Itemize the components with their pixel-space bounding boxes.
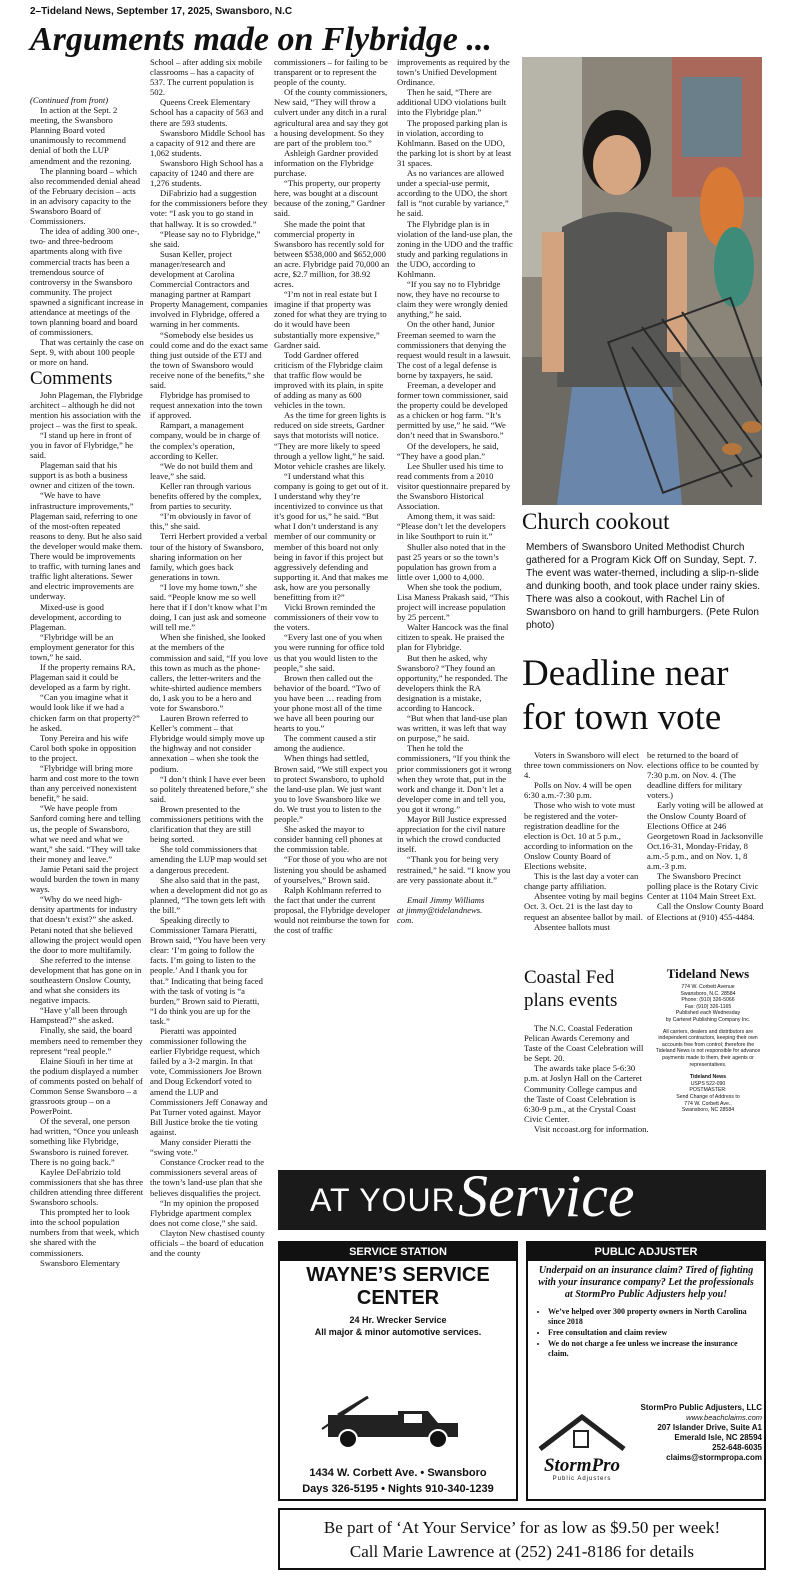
contact-line: StormPro Public Adjusters, LLC xyxy=(640,1403,762,1412)
paragraph: Jamie Petani said the project would burden the town in many ways. xyxy=(30,863,140,895)
paragraph: “Can you imagine what it would look like if we had a chicken farm on that property?” he asked. xyxy=(30,692,140,733)
paragraph: Of the developers, he said, “They have a good plan.” xyxy=(397,440,499,461)
deadline-headline: Deadline near for town vote xyxy=(522,653,729,738)
logo-text: StormPro xyxy=(543,1455,621,1476)
ad-address: 1434 W. Corbett Ave. • Swansboro xyxy=(309,1467,487,1479)
at-your-service-banner xyxy=(278,1163,766,1230)
paragraph: “We have to have infrastructure improvements,” Plageman said, referring to one of the most-often repeated reasons to deny. But he also said the developer would make them. There would be improvements to traffic, with turning lanes and traffic light alterations. Sewer and electric improvements are underway. xyxy=(30,490,143,602)
ad-phone: Days 326-5195 • Nights 910-340-1239 xyxy=(302,1483,494,1495)
ad-headline: Underpaid on an insurance claim? Tired of fighting with your insurance company? Let the professionals at StormPro Public Adjusters help you! xyxy=(538,1265,754,1300)
paragraph: Visit nccoast.org for information. xyxy=(534,1123,649,1134)
ad-category: SERVICE STATION xyxy=(280,1243,516,1261)
paragraph: This prompted her to look into the school population numbers from that week, which she shared with the commissioners. xyxy=(30,1207,140,1258)
paragraph: Pieratti was appointed commissioner following the earlier Flybridge request, which failed by a 3-2 margin. In that vote, Commissioners Joe Brown and Doug Eckendorf voted to amend the LUP and Commissioners Jeff Conaway and Pat Turner voted against. Mayor Bill Justice broke the tie voting against. xyxy=(150,1026,268,1137)
deadline-col-2 xyxy=(647,750,767,922)
masthead-title: Tideland News xyxy=(666,966,750,981)
masthead-box xyxy=(652,966,764,1114)
masthead-line: Swansboro, N.C. 28584 xyxy=(680,990,736,997)
paragraph: Call the Onslow County Board of Elections at (910) 455-4484. xyxy=(647,901,764,922)
paragraph: Of the county commissioners, New said, “They will throw a culvert under any ditch in a rural agricultural area and say they got a housing development. So they are part of the problem too.” xyxy=(274,87,389,148)
paragraph: She made the point that commercial property in Swansboro has recently sold for between $538,000 and $652,000 an acre. Flybridge paid 70,000 an acre, $2.7 million, for 38.92 acres. xyxy=(274,218,390,290)
masthead-line: Swansboro, NC 28584 xyxy=(681,1107,735,1114)
masthead-line: by Carteret Publishing Company Inc. xyxy=(665,1016,751,1023)
deadline-col-1 xyxy=(524,750,644,932)
masthead-line: Published each Wednesday xyxy=(675,1010,741,1017)
paragraph: Shuller also noted that in the past 25 years or so the town’s population has grown from a little over 1,000 to 4,000. xyxy=(397,541,506,582)
paragraph: The awards take place 5-6:30 p.m. at Joslyn Hall on the Carteret Community College campus and the Taste of Coast Celebration is 6:30-9 p.m., at the Crystal Coast Civic Center. xyxy=(524,1063,642,1124)
ad-waynes-service-center[interactable] xyxy=(278,1241,518,1501)
paragraph: Tony Pereira and his wife Carol both spoke in opposition to the project. xyxy=(30,732,136,763)
paragraph: School – after adding six mobile classrooms – has a capacity of 537. The current population is 502. xyxy=(150,57,262,98)
ad-bullet: • We’ve helped over 300 property owners in North Carolina since 2018 xyxy=(548,1307,756,1327)
ad-business-name: WAYNE’S SERVICE CENTER xyxy=(306,1264,490,1309)
paragraph: Clayton New chastised county officials – the board of education and the county xyxy=(150,1227,265,1259)
paragraph: “Flybridge will bring more harm and cost more to the town than any perceived nonexistent benefit,” he said. xyxy=(30,763,139,804)
masthead-line: Tideland News xyxy=(689,1074,727,1081)
paragraph: Ashleigh Gardner provided information on the Flybridge purchase. xyxy=(274,147,379,179)
paragraph: Swansboro Elementary xyxy=(40,1257,120,1268)
paragraph: “Have y’all been through Hampstead?” she asked. xyxy=(30,1005,128,1026)
cookout-photo xyxy=(522,57,762,505)
paragraph: Early voting will be allowed at the Onslow County Board of Elections Office at 246 Georgetown Road in Jacksonville Oct.16-31, Monday-Friday, 8 a.m.-5 p.m., and on Nov. 1, 8 a.m.-3 p.m. xyxy=(647,800,764,872)
paragraph: The comment caused a stir among the audience. xyxy=(274,733,377,754)
paragraph: “Flybridge will be an employment generator for this town,” he said. xyxy=(30,631,135,662)
paragraph: Then he told the commissioners, “If you think the prior commissioners got it wrong when they wrote that, put in the work and change it. Don’t let a developer come in and tell you, you got it wrong.” xyxy=(397,743,512,814)
paragraph: “Every last one of you when you were running for office told us that you would listen to the people,” she said. xyxy=(274,632,385,673)
paragraph: In action at the Sept. 2 meeting, the Swansboro Planning Board voted unanimously to recommend denial of both the LUP amendment and the rezoning. xyxy=(30,105,132,166)
email-line: Email Jimmy Williams xyxy=(407,894,485,905)
contact-phone: 252-648-6035 xyxy=(712,1443,762,1452)
coastal-col xyxy=(524,1023,649,1134)
paragraph: “This property, our property here, was bought at a discount because of the zoning,” Gardner said. xyxy=(274,178,385,219)
paragraph: Among them, it was said: “Please don’t let the developers in like Southport to ruin it.” xyxy=(397,511,506,542)
paragraph: “Somebody else besides us could come and do the exact same thing just outside of the ETJ and the town of Swansboro would receive none of the benefits,” she said. xyxy=(150,329,268,390)
paragraph: The Swansboro Precinct polling place is the Rotary Civic Center at 1104 Main Street Ext. xyxy=(647,871,759,902)
article-col-3 xyxy=(274,57,390,935)
paragraph: As the time for green lights is reduced on side streets, Gardner says that motorists will notice. “They are more likely to speed through a yellow light,” he said. Motor vehicle crashes are likely. xyxy=(274,410,387,471)
paragraph: “But when that land-use plan was written, it was left that way on purpose,” he said. xyxy=(397,713,508,744)
paragraph: But then he asked, why Swansboro? “They found an opportunity,” he responded. The developers think the RA designation is a mistake, according to Hancock. xyxy=(397,652,508,713)
photo-caption: Members of Swansboro United Methodist Church gathered for a Program Kick Off on Sunday, Sept. 7. The event was water-themed, including a slip-n-slide and dunking booth, and took place under rainy skies. There was also a cookout, with Rachel Lin of Swansboro on hand to grill hamburgers. (Pete Rulon photo) xyxy=(526,542,761,631)
masthead-line: POSTMASTER: xyxy=(689,1087,727,1094)
contact-line: Emerald Isle, NC 28594 xyxy=(674,1433,762,1442)
paragraph: Brown presented to the commissioners petitions with the clarification that they are still being sorted. xyxy=(150,803,264,845)
photo-caption-title: Church cookout xyxy=(522,509,670,534)
paragraph: When she took the podium, Lisa Maness Prakash said, “This project will increase population by 25 percent.” xyxy=(397,581,509,623)
ad-stormpro[interactable] xyxy=(526,1241,766,1501)
paragraph: “I stand up here in front of you in favor of Flybridge,” he said. xyxy=(30,429,134,461)
paragraph: Swansboro High School has a capacity of 1240 and there are 1,276 students. xyxy=(150,157,264,189)
article-col-2 xyxy=(150,57,268,1258)
paragraph: Elaine Sioufi in her time at the podium displayed a number of comments posted on behalf of Common Sense Swansboro – a grassroots group – on a PowerPoint. xyxy=(30,1055,143,1117)
ad-category: PUBLIC ADJUSTER xyxy=(528,1243,764,1261)
paragraph: Brown then called out the behavior of the board. “Two of you have been … reading from your phone most all of the time we have all been pouring our hearts to you.” xyxy=(274,672,382,734)
paragraph: Absentee ballots must xyxy=(534,921,610,932)
ad-subline: All major & minor automotive services. xyxy=(314,1327,482,1337)
masthead-line: Fax: (910) 326-1165 xyxy=(684,1003,732,1010)
paragraph: If the property remains RA, Plageman said it could be developed as a farm by right. xyxy=(30,662,136,693)
masthead-notice: All carriers, dealers and distributors are independent contractors, keeping their own accounts free from control; therefore the Tideland News is not responsible for advance payments made to them, their agents or representatives. xyxy=(655,1028,761,1068)
banner-at-your: AT YOUR xyxy=(310,1182,456,1218)
paragraph: Lauren Brown referred to Keller’s comment – that Flybridge would simply move up the highway and not consider annexation – when she took the podium. xyxy=(150,713,265,774)
headline: Arguments made on Flybridge ... xyxy=(30,21,492,58)
paragraph: Freeman, a developer and former town commissioner, said the property could be developed as a chicken or hog farm. “It’s permitted by use,” he said. “We don’t need that in Swansboro.” xyxy=(397,380,508,441)
paragraph: The N.C. Coastal Federation Pelican Awards Ceremony and Taste of the Coast Celebration will be Sept. 20. xyxy=(524,1023,644,1064)
paragraph: The proposed parking plan is in violation, according to Kohlmann. Based on the UDO, the parking lot is short by at least 31 spaces. xyxy=(397,117,512,168)
ad-subline: 24 Hr. Wrecker Service xyxy=(349,1315,447,1325)
paragraph: This is the last day a voter can change party affiliation. xyxy=(524,871,639,892)
contact-website[interactable]: www.beachclaims.com xyxy=(686,1413,762,1422)
paragraph: She also said that in the past, when a development did not go as planned, “The town gets left with the bill.” xyxy=(150,874,268,915)
paragraph: She asked the mayor to consider banning cell phones at the commission table. xyxy=(274,824,383,855)
paragraph: “We have people from Sanford coming here and telling us, the people of Swansboro, what we need and what we want,” she said. “They will take their money and leave.” xyxy=(30,803,141,864)
footer-line: Be part of ‘At Your Service’ for as low as $9.50 per week! xyxy=(323,1518,721,1537)
article-col-1 xyxy=(30,95,144,1268)
paragraph: As no variances are allowed under a special-use permit, according to the UDO, the short fall is “not curable by variance,” he said. xyxy=(397,168,509,219)
ad-bullet: • We do not charge a fee unless we increase the insurance claim. xyxy=(548,1339,756,1359)
paragraph: The Flybridge plan is in violation of the land-use plan, the zoning in the UDO and the traffic study and parking regulations in the UDO, according to Kohlmann. xyxy=(397,218,513,279)
paragraph: Flybridge has promised to request annexation into the town if approved. xyxy=(150,390,263,421)
paragraph: Kaylee DeFabrizio told commissioners that she has three children attending three different Swansboro schools. xyxy=(30,1166,144,1208)
ad-contact xyxy=(638,1403,762,1463)
email-line: com. xyxy=(397,914,414,925)
footer-advertise-box xyxy=(278,1508,766,1570)
paragraph: Rampart, a management company, would be in charge of the complex’s operation, according to Keller. xyxy=(150,420,261,461)
paragraph: She referred to the intense development that has gone on in southeastern Onslow County, and what she considers its negative impacts. xyxy=(30,954,142,1006)
masthead-line: Phone: (910) 326-5066 xyxy=(681,997,735,1004)
paragraph: “Please say no to Flybridge,” she said. xyxy=(150,228,261,249)
paragraph: Plageman said that his support is as both a business owner and citizen of the town. xyxy=(30,460,135,491)
paragraph: “If you say no to Flybridge now, they have no recourse to claim they were wrongly denied anything,” he said. xyxy=(397,279,508,320)
contact-line: 207 Islander Drive, Suite A1 xyxy=(657,1423,762,1432)
paragraph: Voters in Swansboro will elect three town commissioners on Nov. 4. xyxy=(524,750,644,781)
ad-bullet: • Free consultation and claim review xyxy=(548,1328,756,1338)
folio: 2–Tideland News, September 17, 2025, Swansboro, N.C xyxy=(30,6,293,17)
paragraph: Absentee voting by mail begins Oct. 3. Oct. 21 is the last day to request an absentee ballot by mail. xyxy=(524,891,643,922)
paragraph: That was certainly the case on Sept. 9, with about 100 people or more on hand. xyxy=(30,337,144,368)
house-roof-icon xyxy=(534,1411,630,1451)
masthead-line: 774 W. Corbett Avenue xyxy=(681,984,735,990)
email-line: at jimmy@tidelandnews. xyxy=(397,904,483,915)
paragraph: “We do not build them and leave,” she said. xyxy=(150,460,253,481)
ad-bullets xyxy=(548,1307,756,1359)
continued-note: (Continued from front) xyxy=(30,95,109,105)
paragraph: Todd Gardner offered criticism of the Flybridge claim that traffic flow would be improved with its plain, in spite of adding as many as 600 vehicles in the town. xyxy=(274,349,384,411)
paragraph: “Why do we need high-density apartments for industry that doesn’t exist?” she asked. Petani noted that she believed allowing the project would open the door to more multifamily. xyxy=(30,894,142,955)
paragraph: be returned to the board of elections office to be counted by 7:30 p.m. on Nov. 4. (The deadline differs for military voters.) xyxy=(647,750,759,801)
paragraph: Lee Shuller used his time to read comments from a 2010 visitor questionnaire prepared by the Swansboro Historical Association. xyxy=(397,460,511,512)
cookout-photo-art xyxy=(522,57,762,505)
paragraph: Terri Herbert provided a verbal tour of the history of Swansboro, sharing information on her family, which goes back generations in town. xyxy=(150,531,268,582)
paragraph: On the other hand, Junior Freeman seemed to warn the commissioners that denying the request would result in a lawsuit. The cost of a legal defense is borne by taxpayers, he said. xyxy=(397,319,511,380)
paragraph: “In my opinion the proposed Flybridge apartment complex does not come close,” she said. xyxy=(150,1197,259,1228)
article-col-4 xyxy=(397,57,513,925)
paragraph: Walter Hancock was the final citizen to speak. He praised the plan for Flybridge. xyxy=(397,622,509,653)
paragraph: Many consider Pieratti the “swing vote.” xyxy=(150,1137,251,1158)
banner-service: Service xyxy=(458,1163,635,1229)
logo-subtext: Public Adjusters xyxy=(552,1476,612,1482)
paragraph: “Thank you for being very restrained,” he said. “I know you are very passionate about it.” xyxy=(397,854,511,885)
masthead-line: USPS 522-090 xyxy=(690,1080,726,1087)
paragraph: Mayor Bill Justice expressed appreciation for the civil nature in which the crowd conducted itself. xyxy=(397,814,507,855)
paragraph: Polls on Nov. 4 will be open 6:30 a.m.-7:30 p.m. xyxy=(524,780,632,801)
paragraph: Speaking directly to Commissioner Tamara Pieratti, Brown said, “You have been very clear: ‘I’m going to follow the facts. I’m going to listen to the people.’ And I thank you for that.” Indicating that being faced with the task of voting is “a burden,” Brown said to Pieratti, “I do think you are up for the task.” xyxy=(150,914,266,1026)
masthead-line: 774 W. Corbett Ave., xyxy=(684,1100,732,1107)
masthead-line: Send Change of Address to xyxy=(676,1093,740,1100)
paragraph: Mixed-use is good development, according to Plageman. xyxy=(30,601,122,632)
paragraph: Of the several, one person had written, “Once you unleash something like Flybridge, Swansboro is ruined forever. There is no going back.” xyxy=(30,1116,139,1167)
paragraph: When she finished, she looked at the members of the commission and said, “If you love this town as much as the phone-callers, the letter-writers and the white-shirted audience members do, I ask you to be a hero and vote for Swansboro.” xyxy=(150,632,268,713)
paragraph: Then he said, “There are additional UDO violations built into the Flybridge plan.” xyxy=(397,87,507,118)
paragraph: Queens Creek Elementary School has a capacity of 563 and there are 593 students. xyxy=(150,97,264,128)
paragraph: Those who wish to vote must be registered and the voter-registration deadline for the election is Oct. 10 at 5 p.m., according to information on the Onslow County Board of Elections website. xyxy=(524,800,635,872)
paragraph: commissioners – for failing to be transparent or to represent the people of the county. xyxy=(274,57,388,88)
contact-email[interactable]: claims@stormpropa.com xyxy=(666,1453,762,1462)
footer-line: Call Marie Lawrence at (252) 241-8186 for details xyxy=(349,1542,695,1561)
paragraph: Finally, she said, the board members need to remember they represent “real people.” xyxy=(30,1025,143,1056)
paragraph: The idea of adding 300 one-, two- and three-bedroom apartments along with five commercial tracts has been a tremendous source of controversy in the Swansboro community. The project spawned a significant increase in attendance at meetings of the town planning board and board of commissioners. xyxy=(30,226,144,338)
paragraph: “I don’t think I have ever been so politely threatened before,” she said. xyxy=(150,773,268,804)
paragraph: “I love my home town,” she said. “People know me so well here that if I don’t know what I’m doing, I can just ask and someone will tell me.” xyxy=(150,581,268,633)
paragraph: Constance Crocker read to the commissioners several areas of the town’s land-use plan that she believes disqualifies the project. xyxy=(150,1157,265,1198)
paragraph: Susan Keller, project manager/research and development at Carolina Commercial Contractors and managing partner at Rampart Property Management, companies involved in Flybridge, offered a warning in her comments. xyxy=(150,248,268,330)
paragraph: improvements as required by the town’s Unified Development Ordinance. xyxy=(397,57,510,88)
paragraph: Vicki Brown reminded the commissioners of their vow to the voters. xyxy=(274,602,379,633)
paragraph: Keller ran through various benefits offered by the complex, from parties to security. xyxy=(150,480,262,512)
paragraph: When things had settled, Brown said, “We still expect you to protect Swansboro, to uphold the land-use plan. We just want you to love Swansboro like we do. We trust you to listen to the people.” xyxy=(274,753,388,825)
stormpro-logo xyxy=(534,1411,630,1483)
paragraph: “I’m not in real estate but I imagine if that property was zoned for what they are trying to do it would have been substantially more expensive,” Gardner said. xyxy=(274,289,387,350)
paragraph: “For those of you who are not listening you should be ashamed of yourselves,” Brown said. xyxy=(274,854,388,885)
paragraph: John Plageman, the Flybridge architect – although he did not mention his association with the project – was the first to speak. xyxy=(30,389,143,430)
paragraph: Swansboro Middle School has a capacity of 912 and there are 1,062 students. xyxy=(150,127,265,158)
paragraph: “I’m obviously in favor of this,” she said. xyxy=(150,511,251,532)
paragraph: She told commissioners that amending the LUP map would set a dangerous precedent. xyxy=(150,844,267,875)
tow-truck-icon xyxy=(318,1393,478,1453)
subhead-comments: Comments xyxy=(30,367,113,389)
coastal-headline: Coastal Fed plans events xyxy=(524,967,618,1011)
paragraph: DiFabrizio had a suggestion for the commissioners before they vote: “I ask you to go stand in that hallway. It is so crowded.” xyxy=(150,188,268,229)
paragraph: The planning board – which also recommended denial ahead of the February decision – acts in an advisory capacity to the Swansboro Board of Commissioners. xyxy=(30,165,140,227)
paragraph: Ralph Kohlmann referred to the fact that under the current proposal, the Flybridge developer would not reimburse the town for the cost of traffic xyxy=(274,884,390,936)
paragraph: “I understand what this company is going to get out of it. I understand why they’re incentivized to convince us that it’s good for us,” he said. “But what I don’t understand is any member of our community or member of this board not only being in favor if this project but aggressively defending and supporting it. And that makes me ask, how are you personally benefitting from it?” xyxy=(274,470,389,602)
